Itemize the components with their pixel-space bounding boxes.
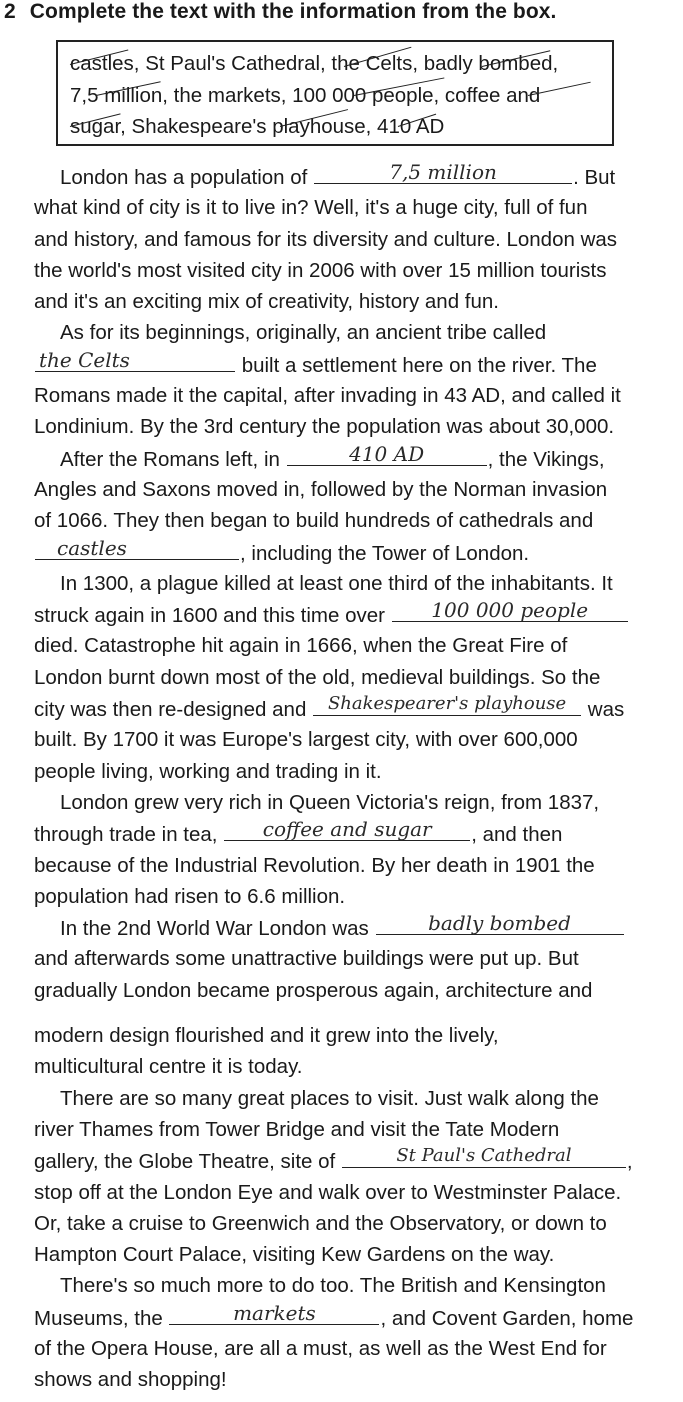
answer-blank-3[interactable] — [287, 443, 487, 466]
text-line: Angles and Saxons moved in, followed by the Norman invasion — [34, 477, 608, 501]
text-line: because of the Industrial Revolution. By her death in 1901 the — [34, 853, 595, 877]
handwritten-answer: 410 AD — [349, 441, 425, 466]
text-line: of the Opera House, are all a must, as well as the West End for — [34, 1336, 607, 1360]
text-line: After the Romans left, in 410 AD , the Vikings, — [60, 441, 605, 471]
text-line: Museums, the markets , and Covent Garden, home — [34, 1300, 634, 1330]
text-line: the world's most visited city in 2006 with over 15 million tourists — [34, 258, 607, 282]
answer-blank-10[interactable] — [169, 1302, 379, 1325]
text-line: people living, working and trading in it. — [34, 759, 382, 783]
text-line: and afterwards some unattractive buildings were put up. But — [34, 947, 579, 971]
text-line: In the 2nd World War London was badly bombed — [34, 912, 679, 943]
text-line: London has a population of 7,5 million . But — [60, 160, 616, 189]
task-number: 2 — [4, 0, 16, 23]
text-line: struck again in 1600 and this time over 100 000 people — [34, 599, 679, 630]
handwritten-answer: badly bombed — [428, 911, 571, 936]
text-line: Hampton Court Palace, visiting Kew Gardens on the way. — [34, 1243, 555, 1267]
answer-blank-1[interactable] — [314, 161, 572, 184]
text-line: through trade in tea, coffee and sugar , and then — [34, 817, 563, 847]
answer-blank-9[interactable] — [342, 1145, 626, 1168]
text-line: London grew very rich in Queen Victoria's reign, from 1837, — [60, 790, 600, 814]
handwritten-answer: the Celts — [39, 347, 130, 372]
word-box-line-3: sugar, Shakespeare's playhouse, 410 AD — [70, 115, 445, 138]
text-line: and it's an exciting mix of creativity, history and fun. — [34, 290, 499, 314]
text-line: modern design flourished and it grew into the lively, — [34, 1024, 499, 1048]
handwritten-answer: 7,5 million — [389, 160, 497, 184]
text-line: died. Catastrophe hit again in 1666, when the Great Fire of — [34, 634, 568, 658]
answer-blank-6[interactable] — [313, 693, 581, 716]
text-line: the Celts built a settlement here on the river. The — [34, 349, 679, 380]
word-box — [56, 40, 614, 146]
text-line: river Thames from Tower Bridge and visit the Tate Modern — [34, 1117, 560, 1141]
reading-text — [34, 161, 679, 1396]
answer-blank-4[interactable] — [35, 537, 239, 560]
text-line: stop off at the London Eye and walk over to Westminster Palace. — [34, 1180, 622, 1204]
text-line: There's so much more to do too. The British and Kensington — [60, 1274, 606, 1298]
text-line: multicultural centre it is today. — [34, 1055, 303, 1079]
handwritten-answer: coffee and sugar — [262, 817, 432, 842]
text-line: In 1300, a plague killed at least one third of the inhabitants. It — [60, 571, 613, 595]
text-line: shows and shopping! — [34, 1368, 227, 1392]
task-instruction: Complete the text with the information from the box. — [29, 0, 557, 23]
text-line: gradually London became prosperous again, architecture and — [34, 978, 593, 1002]
handwritten-answer: Shakespearer's playhouse — [327, 693, 567, 715]
text-line: London burnt down most of the old, medieval buildings. So the — [34, 665, 601, 689]
handwritten-answer: markets — [233, 1300, 316, 1325]
text-line: Or, take a cruise to Greenwich and the Observatory, or down to — [34, 1211, 607, 1235]
text-line: and history, and famous for its diversity and culture. London was — [34, 227, 618, 251]
answer-blank-2[interactable] — [35, 349, 235, 372]
text-line: castles , including the Tower of London. — [34, 537, 679, 568]
text-line: There are so many great places to visit. Just walk along the — [60, 1086, 599, 1110]
text-line: Romans made it the capital, after invading in 43 AD, and called it — [34, 384, 621, 408]
word-box-line-1: castles, St Paul's Cathedral, the Celts, badly bombed, — [70, 52, 559, 75]
text-line: population had risen to 6.6 million. — [34, 884, 346, 908]
answer-blank-8[interactable] — [376, 912, 624, 935]
text-line: built. By 1700 it was Europe's largest city, with over 600,000 — [34, 728, 578, 752]
task-heading — [4, 0, 557, 24]
text-line: Londinium. By the 3rd century the population was about 30,000. — [34, 415, 615, 439]
paragraph-gap — [34, 1006, 679, 1020]
word-box-line-2: 7,5 million, the markets, 100 000 people, coffee and — [70, 83, 541, 107]
text-line: what kind of city is it to live in? Well, it's a huge city, full of fun — [34, 196, 588, 220]
handwritten-answer: castles — [57, 535, 127, 560]
text-line: city was then re-designed and Shakespearer's playhouse was — [34, 693, 625, 722]
answer-blank-7[interactable] — [224, 818, 470, 841]
text-line: As for its beginnings, originally, an ancient tribe called — [60, 321, 547, 345]
handwritten-answer: St Paul's Cathedral — [396, 1145, 572, 1167]
handwritten-answer: 100 000 people — [431, 598, 589, 623]
text-line: of 1066. They then began to build hundreds of cathedrals and — [34, 509, 594, 533]
answer-blank-5[interactable] — [392, 599, 628, 622]
text-line: gallery, the Globe Theatre, site of St Paul's Cathedral , — [34, 1145, 633, 1174]
